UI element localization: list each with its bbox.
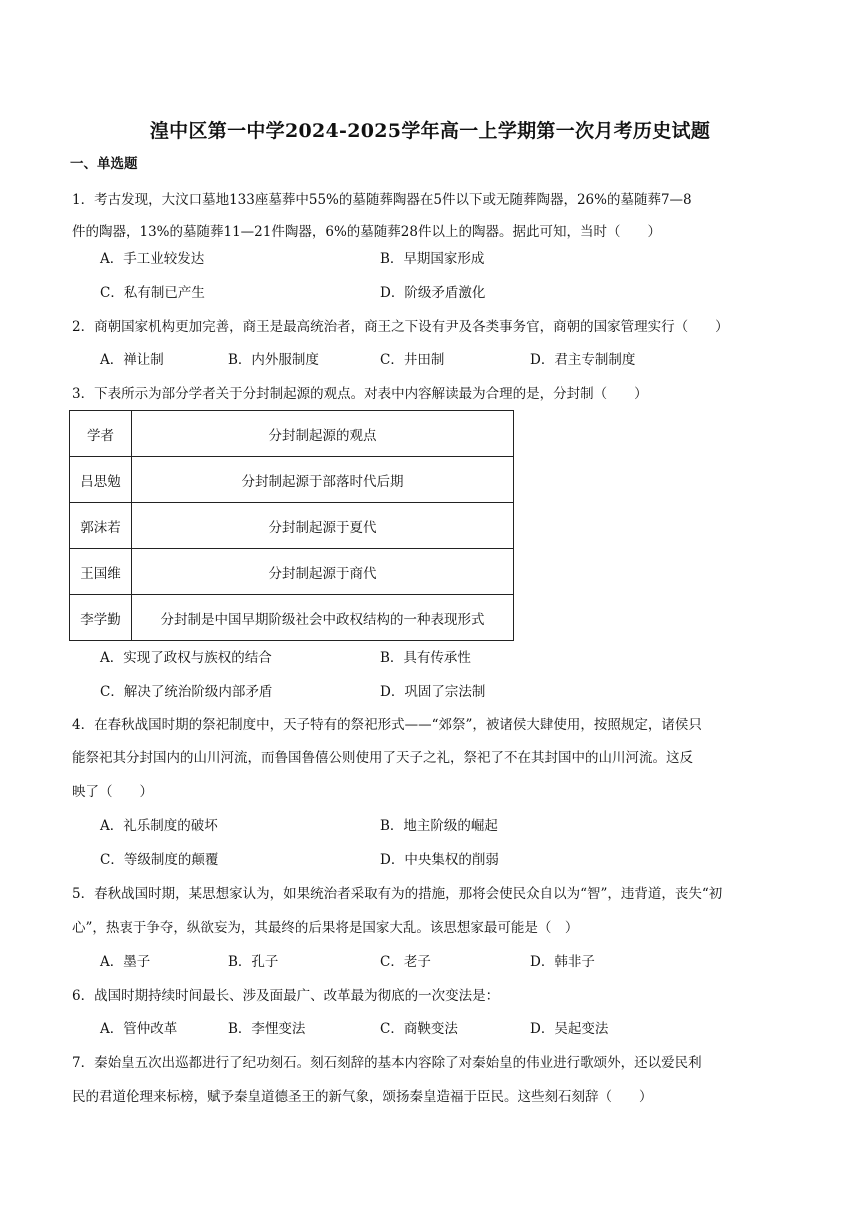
- option-a: A．实现了政权与族权的结合: [100, 650, 272, 666]
- option-d: D．中央集权的削弱: [380, 852, 499, 868]
- option-a: A．手工业较发达: [100, 251, 205, 267]
- question-2-text: 2．商朝国家机构更加完善，商王是最高统治者，商王之下设有尹及各类事务官，商朝的国家管理实行（ ）: [72, 319, 729, 335]
- table-row: [70, 457, 514, 503]
- question-5-text: 心”，热衷于争夺，纵欲妄为，其最终的后果将是国家大乱。该思想家最可能是（ ）: [72, 920, 579, 936]
- question-5-text: 5．春秋战国时期，某思想家认为，如果统治者采取有为的措施，那将会使民众自以为“智”，违背道，丧失“初: [72, 886, 723, 902]
- table-header-cell: 分封制起源的观点: [132, 411, 514, 457]
- option-a: A．墨子: [100, 954, 151, 970]
- option-b: B．地主阶级的崛起: [380, 818, 498, 834]
- option-b: B．具有传承性: [380, 650, 471, 666]
- option-b: B．内外服制度: [228, 352, 319, 368]
- table-cell: 分封制是中国早期阶级社会中政权结构的一种表现形式: [132, 595, 514, 641]
- table-header-cell: 学者: [70, 411, 132, 457]
- option-a: A．禅让制: [100, 352, 164, 368]
- table-row: [70, 595, 514, 641]
- question-1-text: 件的陶器，13%的墓随葬11—21件陶器，6%的墓随葬28件以上的陶器。据此可知，当时（ ）: [72, 224, 661, 240]
- option-c: C．井田制: [380, 352, 445, 368]
- question-1-text: 1．考古发现，大汶口墓地133座墓葬中55%的墓随葬陶器在5件以下或无随葬陶器，26%的墓随葬7—8: [72, 192, 692, 208]
- table-cell: 吕思勉: [70, 457, 132, 503]
- option-a: A．礼乐制度的破坏: [100, 818, 218, 834]
- page-title: 湟中区第一中学2024-2025学年高一上学期第一次月考历史试题: [149, 120, 711, 142]
- option-b: B．孔子: [228, 954, 279, 970]
- option-b: B．李悝变法: [228, 1021, 306, 1037]
- question-4-text: 能祭祀其分封国内的山川河流，而鲁国鲁僖公则使用了天子之礼，祭祀了不在其封国中的山川河流。这反: [72, 750, 693, 766]
- option-c: C．解决了统治阶级内部矛盾: [100, 684, 273, 700]
- option-d: D．巩固了宗法制: [380, 684, 486, 700]
- question-7-text: 7．秦始皇五次出巡都进行了纪功刻石。刻石刻辞的基本内容除了对秦始皇的伟业进行歌颂外，还以爱民利: [72, 1055, 702, 1071]
- table-header-row: [70, 411, 514, 457]
- option-d: D．阶级矛盾激化: [380, 285, 486, 301]
- question-7-text: 民的君道伦理来标榜，赋予秦皇道德圣王的新气象，颂扬秦皇造福于臣民。这些刻石刻辞（ ）: [72, 1089, 653, 1105]
- option-c: C．等级制度的颠覆: [100, 852, 219, 868]
- option-a: A．管仲改革: [100, 1021, 178, 1037]
- option-c: C．老子: [380, 954, 431, 970]
- question-3-text: 3．下表所示为部分学者关于分封制起源的观点。对表中内容解读最为合理的是，分封制（ ）: [72, 386, 648, 402]
- table-cell: 王国维: [70, 549, 132, 595]
- option-d: D．韩非子: [530, 954, 595, 970]
- section-heading: 一、单选题: [70, 156, 138, 172]
- option-c: C．私有制已产生: [100, 285, 205, 301]
- question-4-text: 4．在春秋战国时期的祭祀制度中，天子特有的祭祀形式——“郊祭”，被诸侯大肆使用，按照规定，诸侯只: [72, 717, 702, 733]
- scholars-table: [69, 410, 514, 641]
- option-b: B．早期国家形成: [380, 251, 485, 267]
- option-c: C．商鞅变法: [380, 1021, 458, 1037]
- option-d: D．吴起变法: [530, 1021, 609, 1037]
- table-cell: 分封制起源于夏代: [132, 503, 514, 549]
- option-d: D．君主专制制度: [530, 352, 636, 368]
- table-cell: 分封制起源于商代: [132, 549, 514, 595]
- table-cell: 分封制起源于部落时代后期: [132, 457, 514, 503]
- table-row: [70, 503, 514, 549]
- question-6-text: 6．战国时期持续时间最长、涉及面最广、改革最为彻底的一次变法是：: [72, 988, 500, 1004]
- question-4-text: 映了（ ）: [72, 784, 153, 800]
- table-cell: 李学勤: [70, 595, 132, 641]
- table-row: [70, 549, 514, 595]
- table-cell: 郭沫若: [70, 503, 132, 549]
